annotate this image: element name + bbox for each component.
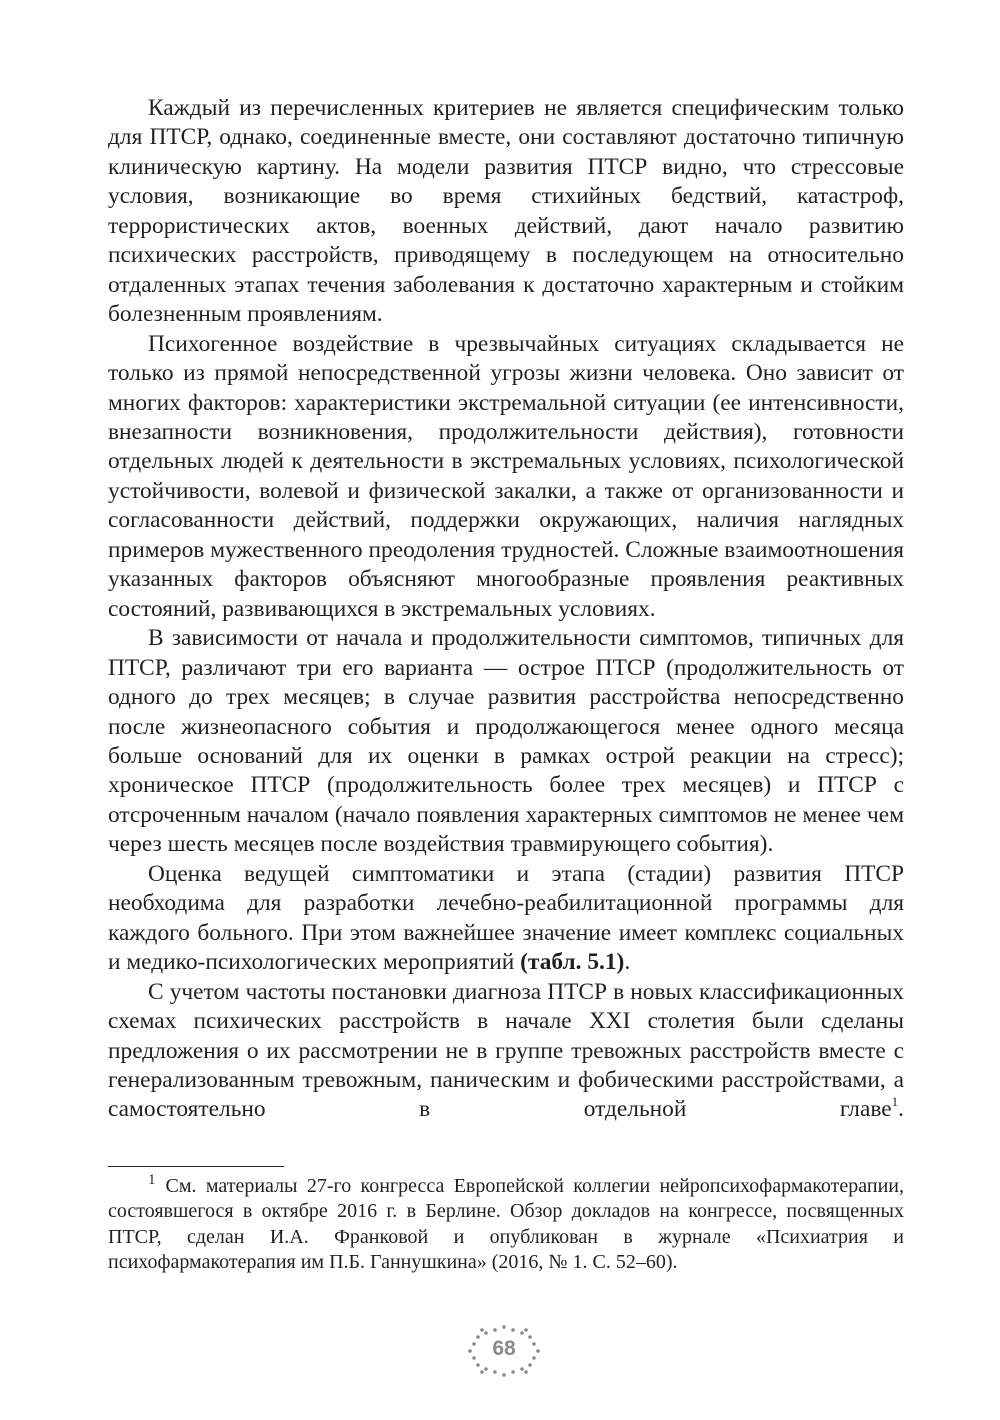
- ornament-dot: [528, 1363, 532, 1367]
- main-text: [108, 94, 904, 1125]
- ornament-dot: [493, 1328, 497, 1332]
- ornament-dot: [502, 1373, 506, 1377]
- ornament-dot: [480, 1328, 484, 1332]
- paragraph-4-text: Оценка ведущей симптоматики и этапа (стадии) развития ПТСР необходима для разработки лечебно-реабилитационной программы для каждого больного. При этом важнейшее значение имеет комплекс социальных и медико-психологических мероприятий: [108, 860, 904, 976]
- ornament-dot: [520, 1367, 524, 1371]
- ornament-dot: [484, 1367, 488, 1371]
- page-number: 68: [492, 1337, 516, 1360]
- paragraph-5-text: С учетом частоты постановки диагноза ПТСР в новых классификационных схемах психических расстройств в начале XXI столетия были сделаны предложения о их рассмотрении не в группе тревожных расстройств вместе с генерализованным тревожным, паническим и фобическими расстройствами, а самостоятельно в отдельной главе: [108, 978, 904, 1123]
- page-number-ornament: [456, 1316, 552, 1386]
- paragraph-1: Каждый из перечисленных критериев не является специфическим только для ПТСР, однако, соединенные вместе, они составляют достаточно типичную клиническую картину. На модели развития ПТСР видно, что стрессовые условия, возникающие во время стихийных бедствий, катастроф, террористических актов, военных действий, дают начало развитию психических расстройств, приводящему в последующем на относительно отдаленных этапах течения заболевания к достаточно характерным и стойким болезненным проявлениям.: [108, 95, 904, 328]
- paragraph-4-end: .: [624, 949, 631, 976]
- footnote-number: 1: [148, 1172, 156, 1189]
- paragraph-4: [108, 860, 904, 978]
- paragraph-5: [108, 978, 904, 1125]
- ornament-dot: [480, 1370, 484, 1374]
- ornament-dot: [520, 1331, 524, 1335]
- ornament-dot: [524, 1370, 528, 1374]
- ornament-dot: [524, 1328, 528, 1332]
- ornament-dot: [476, 1363, 480, 1367]
- ornament-dot: [493, 1370, 497, 1374]
- paragraph-3: В зависимости от начала и продолжительности симптомов, типичных для ПТСР, различают три его варианта — острое ПТСР (продолжительность от одного до трех месяцев; в случае развития расстройства непосредственно после жизнеопасного события и продолжающегося менее одного месяца больше оснований для их оценки в рамках острой реакции на стресс); хроническое ПТСР (продолжительность более трех месяцев) и ПТСР с отсроченным началом (начало появления характерных симптомов не менее чем через шесть месяцев после воздействия травмирующего события).: [108, 625, 904, 858]
- footnote-divider: [108, 1166, 284, 1167]
- table-reference[interactable]: (табл. 5.1): [520, 949, 625, 976]
- footnote-text: См. материалы 27-го конгресса Европейской коллегии нейропсихофармакотерапии, состоявшегося в октябре 2016 г. в Берлине. Обзор докладов на конгрессе, посвященных ПТСР, сделан И.А. Франковой и опубликован в журнале «Психиатрия и психофармакотерапия им П.Б. Ганнушкина» (2016, № 1. С. 52–60).: [108, 1175, 904, 1274]
- footnote-reference[interactable]: 1: [891, 1093, 899, 1109]
- ornament-dot: [502, 1325, 506, 1329]
- ornament-dot: [511, 1370, 515, 1374]
- ornament-dot: [511, 1328, 515, 1332]
- paragraph-5-end: .: [898, 1096, 904, 1123]
- ornament-dot: [484, 1331, 488, 1335]
- footnote: [108, 1174, 904, 1276]
- paragraph-2: Психогенное воздействие в чрезвычайных ситуациях складывается не только из прямой непосредственной угрозы жизни человека. Оно зависит от многих факторов: характеристики экстремальной ситуации (ее интенсивности, внезапности возникновения, продолжительности действия), готовности отдельных людей к деятельности в экстремальных условиях, психологической устойчивости, волевой и физической закалки, а также от организованности и согласованности действий, поддержки окружающих, наличия наглядных примеров мужественного преодоления трудностей. Сложные взаимоотношения указанных факторов объясняют многообразные проявления реактивных состояний, развивающихся в экстремальных условиях.: [108, 330, 904, 622]
